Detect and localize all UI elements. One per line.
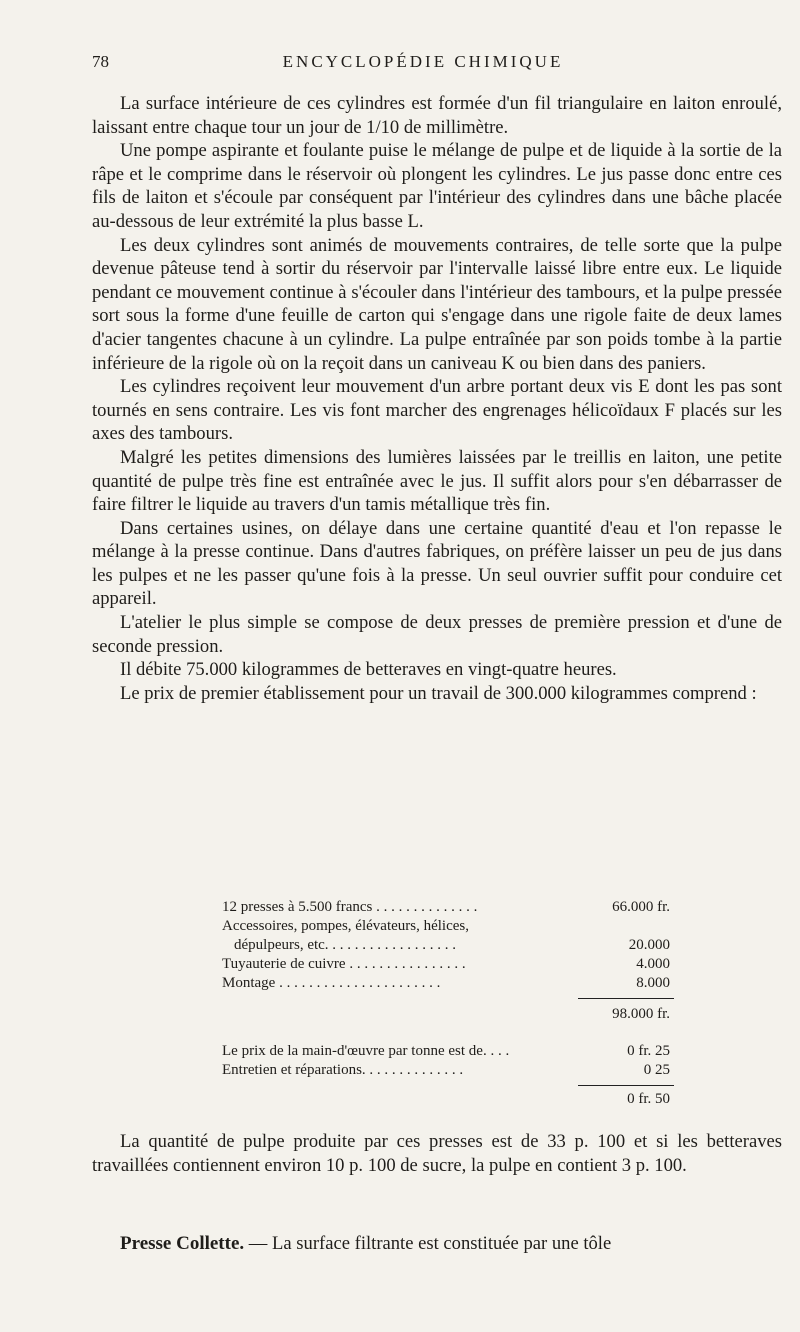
paragraph: Dans certaines usines, on délaye dans une certaine quantité d'eau et l'on repasse le mélange à la presse continue. Dans d'autres fabriques, on préfère laisser un peu de jus dans les pulpes et ne les passer qu'une fois à la presse. Un seul ouvrier suffit pour conduire cet appareil. — [92, 517, 782, 610]
table-row — [222, 1061, 674, 1080]
total-row — [222, 1090, 674, 1109]
section-heading: Presse Collette. — [120, 1233, 245, 1254]
page-header — [92, 52, 754, 78]
row-value: 8.000 — [636, 975, 670, 991]
row-value: 0 fr. 25 — [627, 1043, 670, 1059]
row-value: 20.000 — [628, 937, 670, 953]
row-label: Accessoires, pompes, élévateurs, hélices, — [222, 918, 469, 934]
paragraph: Les deux cylindres sont animés de mouvements contraires, de telle sorte que la pulpe devenue pâteuse tend à sortir du réservoir par l'intervalle laissé libre entre eux. Le liquide pendant ce mouvement continue à s'écouler dans l'intérieur des tambours, et la pulpe pressée sort sous la forme d'une feuille de carton qui s'engage dans une rigole faite de deux lames d'acier tangentes chacune à un cylindre. La pulpe entraînée par son poids tombe à la partie inférieure de la rigole où on la reçoit dans un caniveau K ou bien dans des paniers. — [92, 234, 782, 374]
page-number: 78 — [92, 52, 109, 71]
row-label: 12 presses à 5.500 francs . . . . . . . . . . . . . . — [222, 899, 478, 915]
table-row — [222, 917, 674, 936]
paragraph: Les cylindres reçoivent leur mouvement d'un arbre portant deux vis E dont les pas sont tournés en sens contraire. Les vis font marcher des engrenages hélicoïdaux F placés sur les axes des tambours. — [92, 376, 782, 445]
row-value: 66.000 fr. — [612, 899, 670, 915]
row-label: Tuyauterie de cuivre . . . . . . . . . . . . . . . . — [222, 956, 466, 972]
row-value: 4.000 — [636, 956, 670, 972]
paragraph: Il débite 75.000 kilogrammes de betteraves en vingt-quatre heures. — [120, 659, 617, 681]
paragraph: La quantité de pulpe produite par ces presses est de 33 p. 100 et si les betteraves travaillées contiennent environ 10 p. 100 de sucre, la pulpe en contient 3 p. 100. — [92, 1131, 782, 1176]
paragraph: Malgré les petites dimensions des lumières laissées par le treillis en laiton, une petite quantité de pulpe très fine est entraînée avec le jus. Il suffit alors pour s'en débarrasser de faire filtrer le liquide au travers d'un tamis métallique très fin. — [92, 446, 782, 516]
table-row — [222, 974, 674, 993]
cost-table — [222, 898, 674, 1109]
running-title: ENCYCLOPÉDIE CHIMIQUE — [282, 52, 564, 71]
table-row — [222, 1042, 674, 1061]
labor-total-value: 0 fr. 50 — [627, 1091, 670, 1107]
body-text — [92, 92, 782, 705]
row-label: Entretien et réparations. . . . . . . . . . . . . . — [222, 1062, 464, 1078]
total-value: 98.000 fr. — [612, 1006, 670, 1022]
table-row — [222, 955, 674, 974]
total-row — [222, 1005, 674, 1024]
paragraph: La surface intérieure de ces cylindres est formée d'un fil triangulaire en laiton enroulé, laissant entre chaque tour un jour de 1/10 de millimètre. — [92, 93, 782, 138]
table-row — [222, 936, 674, 955]
paragraph: L'atelier le plus simple se compose de deux presses de première pression et d'une de seconde pression. — [92, 612, 782, 657]
total-rule — [578, 998, 674, 999]
paragraph: Le prix de premier établissement pour un travail de 300.000 kilogrammes comprend : — [120, 682, 757, 704]
closing-text — [92, 1130, 782, 1177]
subtotal-rule — [578, 1085, 674, 1086]
table-row — [222, 898, 674, 917]
row-value: 0 25 — [643, 1062, 670, 1078]
row-label: Montage . . . . . . . . . . . . . . . . . . . . . . — [222, 975, 441, 991]
row-label: Le prix de la main-d'œuvre par tonne est de. . . . — [222, 1043, 510, 1059]
section-text: — La surface filtrante est constituée par une tôle — [244, 1233, 612, 1254]
row-label: dépulpeurs, etc. . . . . . . . . . . . . . . . . . — [234, 937, 457, 953]
paragraph: Une pompe aspirante et foulante puise le mélange de pulpe et de liquide à la sortie de la râpe et le comprime dans le réservoir où plongent les cylindres. Le jus passe donc entre ces fils de laiton et s'écoule par conséquent par l'intérieur des cylindres dans une bâche placée au-dessous de leur extrémité la plus basse L. — [92, 140, 782, 232]
section-start — [120, 1233, 782, 1255]
